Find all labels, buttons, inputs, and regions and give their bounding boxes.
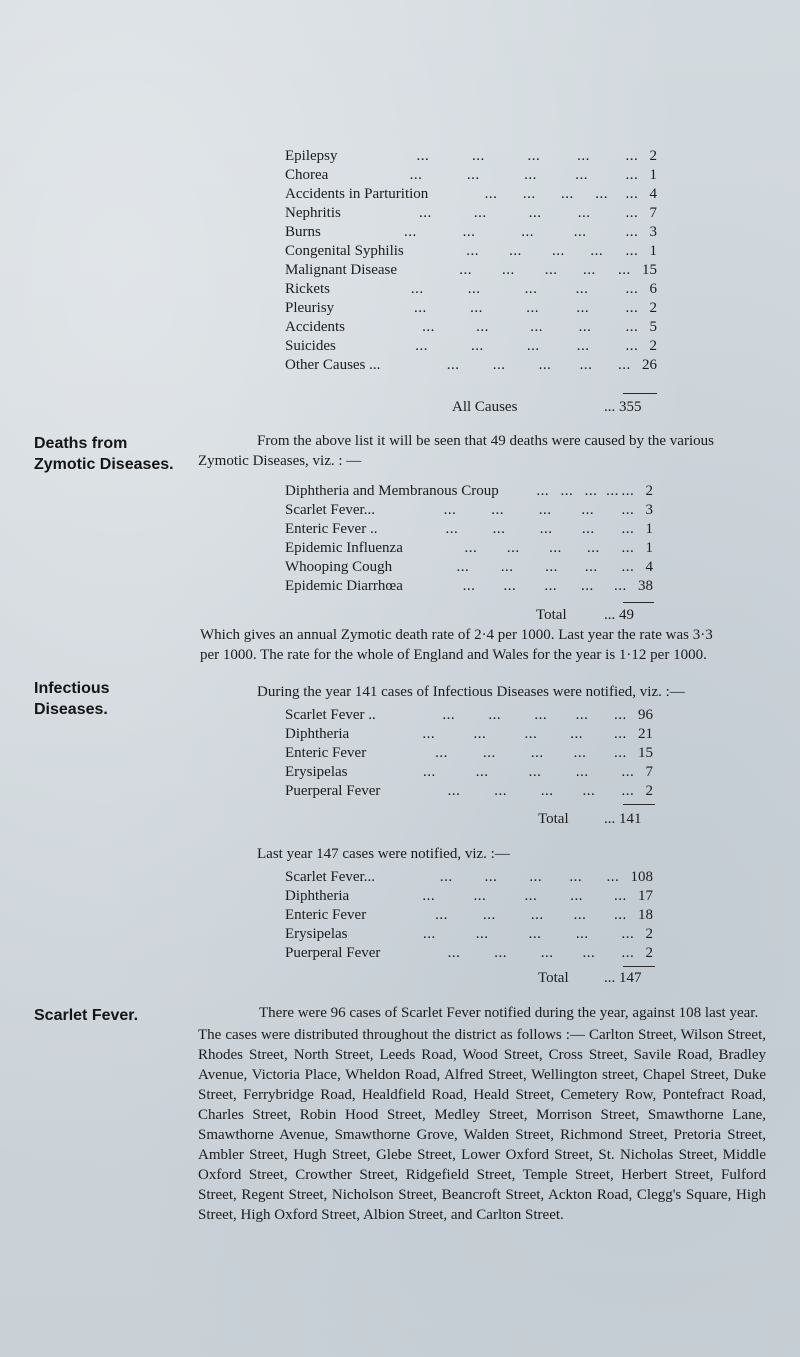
leader-dots: ...	[435, 745, 448, 761]
leader-dots: ...	[625, 205, 639, 221]
leader-dots: ...	[422, 726, 436, 742]
leader-dots: ...	[539, 521, 553, 537]
leader-dots: ...	[573, 907, 587, 923]
leader-dots: ...	[581, 521, 595, 537]
leader-dots: ...	[584, 559, 598, 575]
leader-dots: ...	[621, 926, 635, 942]
list-row	[285, 166, 661, 185]
row-label: Enteric Fever	[285, 907, 367, 923]
row-label: Other Causes ...	[285, 357, 381, 373]
causes-total-label: All Causes	[452, 399, 518, 415]
row-label: Scarlet Fever...	[285, 502, 375, 518]
row-label: Diphtheria and Membranous Croup	[285, 483, 499, 499]
leader-dots: ...	[584, 483, 598, 499]
row-label: Pleurisy	[285, 300, 335, 316]
row-value: 1	[649, 243, 657, 259]
leader-dots: ...	[569, 869, 583, 885]
row-label: Erysipelas	[285, 764, 348, 780]
leader-dots: ...	[621, 764, 635, 780]
zymotic-diseases-list	[285, 482, 657, 596]
leader-dots: ...	[577, 205, 591, 221]
leader-dots: ...	[614, 578, 627, 594]
row-label: Diphtheria	[285, 888, 350, 904]
leader-dots: ...	[544, 578, 558, 594]
infectious-heading-line1: Infectious	[34, 680, 110, 697]
leader-dots: ...	[536, 483, 550, 499]
leader-dots: ...	[582, 945, 596, 961]
row-value: 18	[638, 907, 653, 923]
infectious-heading-line2: Diseases.	[34, 701, 108, 718]
leader-dots: ...	[625, 319, 639, 335]
list-row	[285, 868, 657, 887]
leader-dots: ...	[462, 224, 476, 240]
last-year-total-rule	[623, 966, 655, 967]
leader-dots: ...	[621, 483, 635, 499]
list-row	[285, 223, 661, 242]
infectious-total-row	[538, 811, 569, 828]
leader-dots: ...	[625, 148, 639, 164]
leader-dots: ...	[586, 540, 600, 556]
row-value: 15	[638, 745, 653, 761]
row-value: 4	[649, 186, 657, 202]
leader-dots: ...	[621, 540, 635, 556]
row-label: Suicides	[285, 338, 336, 354]
leader-dots: ...	[595, 186, 608, 202]
leader-dots: ...	[475, 764, 489, 780]
leader-dots: ...	[625, 186, 639, 202]
leader-dots: ...	[561, 186, 574, 202]
leader-dots: ...	[560, 483, 574, 499]
leader-dots: ...	[442, 707, 456, 723]
zymotic-total-value: 49	[619, 607, 634, 623]
list-row	[285, 725, 657, 744]
row-value: 2	[645, 483, 653, 499]
row-value: 7	[649, 205, 657, 221]
row-label: Accidents in Parturition	[285, 186, 429, 202]
leader-dots: ...	[529, 869, 543, 885]
row-value: 17	[638, 888, 653, 904]
leader-dots: ...	[621, 521, 635, 537]
leader-dots: ...	[473, 888, 487, 904]
leader-dots: ...	[494, 783, 507, 799]
list-row	[285, 482, 657, 501]
leader-dots: ...	[467, 281, 481, 297]
list-row	[285, 318, 661, 337]
leader-dots: ...	[575, 281, 589, 297]
zymotic-rate-line2: per 1000. The rate for the whole of England and Wales for the year is 1·12 per 1000.	[200, 647, 707, 663]
row-label: Accidents	[285, 319, 345, 335]
last-year-infectious-list	[285, 868, 657, 963]
leader-dots: ...	[494, 945, 507, 961]
list-row	[285, 706, 657, 725]
leader-dots: ...	[443, 502, 457, 518]
infectious-total-value-row: ... 141	[604, 811, 642, 827]
row-label: Puerperal Fever	[285, 783, 381, 799]
leader-dots: ...	[471, 338, 484, 354]
leader-dots: ...	[484, 186, 498, 202]
leader-dots: ...	[471, 148, 485, 164]
leader-dots: ...	[625, 300, 639, 316]
row-label: Epilepsy	[285, 148, 338, 164]
leader-dots: ...	[484, 869, 498, 885]
row-value: 1	[645, 540, 653, 556]
row-value: 1	[645, 521, 653, 537]
list-row	[285, 782, 657, 801]
leader-dots: ...	[530, 907, 544, 923]
leader-dots: ...	[422, 319, 435, 335]
row-value: 2	[649, 148, 657, 164]
leader-dots: ...	[621, 559, 635, 575]
list-row	[285, 925, 657, 944]
leader-dots: ...	[476, 319, 489, 335]
zymotic-total-row	[536, 607, 567, 624]
leader-dots: ...	[524, 726, 538, 742]
row-label: Diphtheria	[285, 726, 350, 742]
zymotic-heading	[34, 433, 174, 475]
leader-dots: ...	[521, 224, 535, 240]
leader-dots: ...	[540, 945, 554, 961]
row-value: 2	[649, 338, 657, 354]
leader-dots: ...	[614, 726, 627, 742]
row-label: Nephritis	[285, 205, 341, 221]
leader-dots: ...	[625, 224, 639, 240]
leader-dots: ...	[528, 764, 542, 780]
list-row	[285, 337, 661, 356]
list-row	[285, 501, 657, 520]
leader-dots: ...	[544, 262, 558, 278]
leader-dots: ...	[614, 707, 627, 723]
list-row	[285, 520, 657, 539]
row-label: Chorea	[285, 167, 329, 183]
row-label: Congenital Syphilis	[285, 243, 404, 259]
leader-dots: ...	[621, 502, 635, 518]
row-value: 96	[638, 707, 653, 723]
scarlet-first-line: There were 96 cases of Scarlet Fever notified during the year, against 108 last year.	[259, 1005, 759, 1021]
leader-dots: ...	[466, 243, 479, 259]
leader-dots: ...	[435, 907, 448, 923]
leader-dots: ...	[528, 926, 542, 942]
leader-dots: ...	[445, 521, 459, 537]
list-row	[285, 261, 661, 280]
leader-dots: ...	[575, 167, 589, 183]
list-row	[285, 944, 657, 963]
list-row	[285, 744, 657, 763]
leader-dots: ...	[470, 300, 483, 316]
last-year-intro: Last year 147 cases were notified, viz. :—	[257, 846, 510, 862]
row-value: 2	[645, 945, 653, 961]
leader-dots: ...	[581, 502, 595, 518]
row-value: 2	[645, 926, 653, 942]
causes-total-row	[452, 399, 517, 416]
leader-dots: ...	[503, 578, 517, 594]
leader-dots: ...	[614, 907, 627, 923]
row-label: Epidemic Diarrhœa	[285, 578, 403, 594]
infectious-diseases-list	[285, 706, 657, 801]
leader-dots: ...	[580, 578, 594, 594]
row-value: 2	[649, 300, 657, 316]
leader-dots: ...	[551, 243, 565, 259]
row-label: Puerperal Fever	[285, 945, 381, 961]
row-value: 26	[642, 357, 657, 373]
row-value: 1	[649, 167, 657, 183]
row-label: Enteric Fever ..	[285, 521, 378, 537]
list-row	[285, 539, 657, 558]
causes-of-death-list	[285, 147, 661, 375]
leader-dots: ...	[530, 745, 544, 761]
leader-dots: ...	[618, 357, 631, 373]
list-row	[285, 185, 661, 204]
leader-dots: ...	[530, 319, 543, 335]
row-label: Whooping Cough	[285, 559, 393, 575]
leader-dots: ...	[415, 338, 428, 354]
row-value: 3	[649, 224, 657, 240]
leader-dots: ...	[575, 707, 589, 723]
leader-dots: ...	[582, 783, 596, 799]
list-row	[285, 147, 661, 166]
leader-dots: ...	[621, 945, 635, 961]
leader-dots: ...	[466, 167, 480, 183]
row-label: Epidemic Influenza	[285, 540, 403, 556]
list-row	[285, 299, 661, 318]
last-year-total-label: Total	[538, 970, 569, 986]
leader-dots: ...	[459, 262, 473, 278]
leader-dots: ...	[606, 483, 619, 499]
zymotic-total-label: Total	[536, 607, 567, 623]
leader-dots: ...	[483, 907, 496, 923]
leader-dots: ...	[502, 262, 515, 278]
row-value: 2	[645, 783, 653, 799]
leader-dots: ...	[446, 357, 460, 373]
leader-dots: ...	[570, 888, 583, 904]
infectious-total-value: 141	[619, 811, 642, 827]
list-row	[285, 204, 661, 223]
row-value: 7	[645, 764, 653, 780]
leader-dots: ...	[549, 540, 562, 556]
leader-dots: ...	[614, 745, 627, 761]
row-label: Erysipelas	[285, 926, 348, 942]
leader-dots: ...	[524, 167, 537, 183]
leader-dots: ...	[618, 262, 631, 278]
leader-dots: ...	[621, 783, 635, 799]
causes-total-value-row: ... 355	[604, 399, 642, 415]
causes-total-value: 355	[619, 399, 642, 415]
leader-dots: ...	[473, 726, 487, 742]
leader-dots: ...	[576, 338, 590, 354]
row-value: 3	[645, 502, 653, 518]
leader-dots: ...	[464, 540, 478, 556]
list-row	[285, 280, 661, 299]
leader-dots: ...	[573, 745, 587, 761]
leader-dots: ...	[416, 148, 430, 164]
leader-dots: ...	[606, 869, 620, 885]
infectious-total-label: Total	[538, 811, 569, 827]
row-label: Burns	[285, 224, 321, 240]
zymotic-total-value-row: ... 49	[604, 607, 634, 623]
row-value: 38	[638, 578, 653, 594]
list-row	[285, 577, 657, 596]
zymotic-intro-line2: Zymotic Diseases, viz. : —	[198, 453, 362, 469]
leader-dots: ...	[483, 745, 496, 761]
leader-dots: ...	[524, 281, 538, 297]
leader-dots: ...	[534, 707, 548, 723]
infectious-intro: During the year 141 cases of Infectious Diseases were notified, viz. :—	[257, 684, 685, 700]
last-year-total-value: 147	[619, 970, 642, 986]
list-row	[285, 558, 657, 577]
leader-dots: ...	[422, 926, 436, 942]
zymotic-heading-line2: Zymotic Diseases.	[34, 456, 174, 473]
row-value: 4	[645, 559, 653, 575]
leader-dots: ...	[540, 783, 554, 799]
leader-dots: ...	[492, 357, 506, 373]
scarlet-heading: Scarlet Fever.	[34, 1007, 139, 1024]
leader-dots: ...	[625, 167, 639, 183]
leader-dots: ...	[422, 764, 436, 780]
row-value: 15	[642, 262, 657, 278]
leader-dots: ...	[526, 338, 540, 354]
row-label: Scarlet Fever ..	[285, 707, 376, 723]
leader-dots: ...	[404, 224, 417, 240]
leader-dots: ...	[527, 148, 541, 164]
leader-dots: ...	[447, 783, 461, 799]
leader-dots: ...	[506, 540, 520, 556]
leader-dots: ...	[410, 281, 424, 297]
leader-dots: ...	[579, 357, 593, 373]
leader-dots: ...	[456, 559, 470, 575]
infectious-heading	[34, 678, 110, 720]
leader-dots: ...	[409, 167, 423, 183]
leader-dots: ...	[575, 926, 589, 942]
leader-dots: ...	[583, 262, 596, 278]
leader-dots: ...	[492, 521, 506, 537]
leader-dots: ...	[576, 300, 590, 316]
leader-dots: ...	[439, 869, 453, 885]
leader-dots: ...	[524, 888, 538, 904]
leader-dots: ...	[575, 764, 589, 780]
leader-dots: ...	[528, 205, 542, 221]
leader-dots: ...	[538, 502, 552, 518]
list-row	[285, 763, 657, 782]
leader-dots: ...	[473, 205, 487, 221]
scarlet-body: The cases were distributed throughout the district as follows :— Carlton Street, Wilson Street, Rhodes Street, North Street, Leeds Road, Wood Street, Cross Street, Savile Road, Bradley Avenue, Victoria Place, Wheldon Road, Alfred Street, Wellington street, Chapel Street, Duke Street, Ferrybridge Road, Healdfield Road, Heald Street, Cemetery Row, Pontefract Road, Charles Street, Robin Hood Street, Medley Street, Morrison Street, Smawthorne Lane, Smawthorne Avenue, Smawthorne Grove, Walden Street, Richmond Street, Pretoria Street, Ambler Street, Hugh Street, Glebe Street, Lower Oxford Street, St. Nicholas Street, Middle Oxford Street, Crowther Street, Ridgefield Street, Temple Street, Herbert Street, Fulford Street, Regent Street, Nicholson Street, Beancroft Street, Ackton Road, Clegg's Square, High Street, High Oxford Street, Albion Street, and Carlton Street.	[198, 1027, 766, 1223]
zymotic-intro-line1: From the above list it will be seen that 49 deaths were caused by the various	[257, 433, 714, 449]
leader-dots: ...	[488, 707, 502, 723]
leader-dots: ...	[573, 224, 587, 240]
leader-dots: ...	[500, 559, 514, 575]
leader-dots: ...	[509, 243, 522, 259]
row-label: Malignant Disease	[285, 262, 398, 278]
row-label: Scarlet Fever...	[285, 869, 375, 885]
leader-dots: ...	[578, 319, 592, 335]
last-year-total-value-row: ... 147	[604, 970, 642, 986]
leader-dots: ...	[590, 243, 604, 259]
row-label: Rickets	[285, 281, 330, 297]
leader-dots: ...	[418, 205, 432, 221]
leader-dots: ...	[414, 300, 427, 316]
row-value: 6	[649, 281, 657, 297]
leader-dots: ...	[545, 559, 558, 575]
leader-dots: ...	[491, 502, 504, 518]
leader-dots: ...	[625, 243, 639, 259]
leader-dots: ...	[422, 888, 436, 904]
leader-dots: ...	[538, 357, 552, 373]
leader-dots: ...	[625, 338, 639, 354]
leader-dots: ...	[526, 300, 539, 316]
leader-dots: ...	[462, 578, 476, 594]
zymotic-rate-line1: Which gives an annual Zymotic death rate of 2·4 per 1000. Last year the rate was 3·3	[200, 627, 713, 643]
leader-dots: ...	[570, 726, 583, 742]
list-row	[285, 906, 657, 925]
leader-dots: ...	[614, 888, 627, 904]
last-year-total-row	[538, 970, 569, 987]
list-row	[285, 356, 661, 375]
zymotic-total-rule	[623, 602, 654, 603]
leader-dots: ...	[625, 281, 639, 297]
leader-dots: ...	[447, 945, 461, 961]
leader-dots: ...	[475, 926, 489, 942]
row-value: 108	[630, 869, 653, 885]
list-row	[285, 242, 661, 261]
row-value: 5	[649, 319, 657, 335]
causes-total-rule	[623, 393, 657, 394]
zymotic-heading-line1: Deaths from	[34, 435, 128, 452]
leader-dots: ...	[522, 186, 536, 202]
infectious-total-rule	[623, 804, 655, 805]
row-label: Enteric Fever	[285, 745, 367, 761]
row-value: 21	[638, 726, 653, 742]
leader-dots: ...	[577, 148, 590, 164]
list-row	[285, 887, 657, 906]
